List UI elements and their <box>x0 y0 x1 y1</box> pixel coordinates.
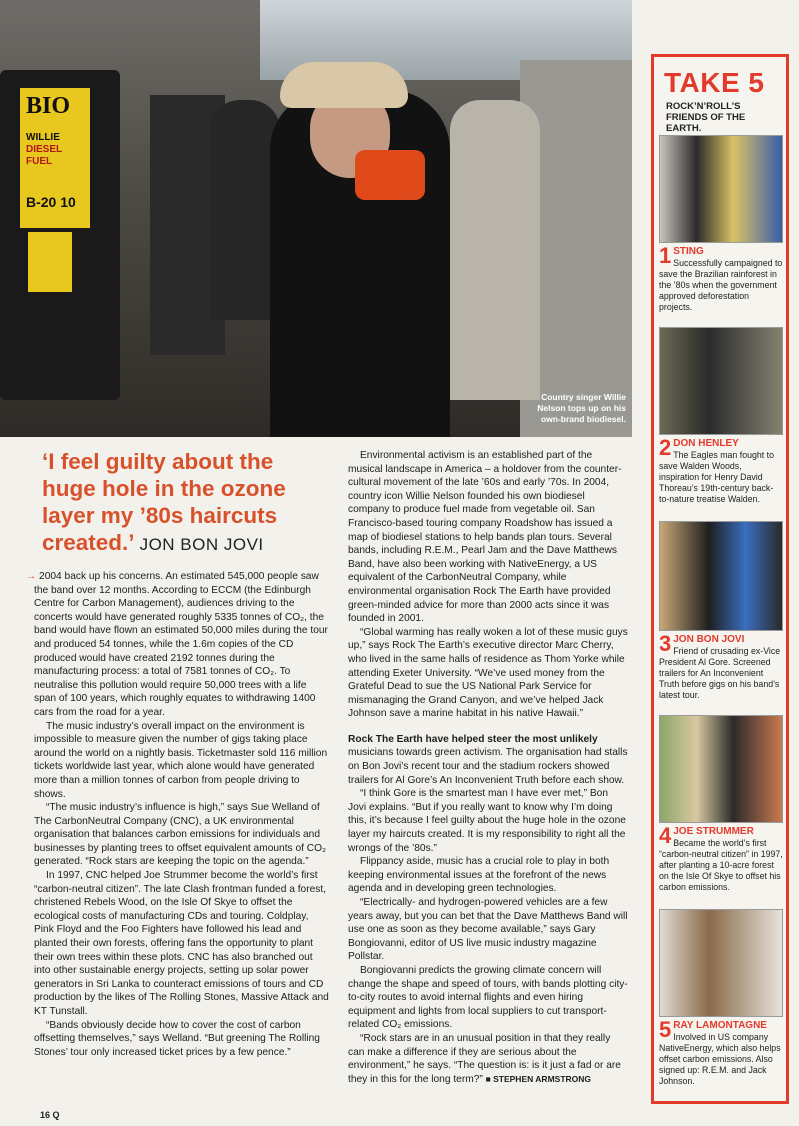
article-column-2 <box>348 449 628 1086</box>
joe-strummer-photo <box>659 715 783 823</box>
background-person-2 <box>450 100 540 400</box>
sidebar-entry <box>659 715 783 893</box>
entry-description: Became the world’s first “carbon-neutral citizen” in 1997, after planting a 10-acre forest on the Isle Of Skye to offset his carbon emissions. <box>659 838 783 892</box>
sign-grade: B-20 10 <box>26 194 76 210</box>
pull-quote-text: ‘I feel guilty about the huge hole in the ozone layer my ’80s haircuts created.’ <box>42 449 286 555</box>
article-subhead-paragraph: Rock The Earth have helped steer the most unlikely musicians towards green activism. The organisation had stalls on Bon Jovi’s recent tour and the stadium rockers showed trailers for Al Gore’s An Inconvenient Truth before each show. <box>348 733 628 786</box>
article-paragraph: In 1997, CNC helped Joe Strummer become the world’s first “carbon-neutral citizen”. The late Clash frontman funded a forest, christened Rebels Wood, on the Isle Of Skye to offset the ecological costs of manufacturing CDs and touring. Coldplay, Pink Floyd and the Foo Fighters have followed his lead and planted their own forests, offering fans the opportunity to plant their own trees within these plots. CNC has also branched out into other sustainable energy projects, setting up solar power generators in Sri Lanka to counteract emissions of tours and CD production by the likes of The Rolling Stones, Massive Attack and KT Tunstall. <box>34 870 329 1017</box>
sign-willie: WILLIE <box>26 132 60 143</box>
page-number: 16 Q <box>40 1110 60 1120</box>
sidebar-title: TAKE 5 <box>664 67 765 98</box>
article-paragraph: → 2004 back up his concerns. An estimated 545,000 people saw the band over 12 months. According to ECCM (the Edinburgh Centre for Carbon Management), audiences driving to the concerts would have generated roughly 5335 tonnes of CO₂, the band would have flown an estimated 50,000 miles during the tour and produced 54 tonnes, while the 1.6m copies of the CD produced would have created 2192 tonnes during the manufacturing process: a total of 7581 tonnes of CO₂. To neutralise this pollution would require 50,000 trees with a life span of 100 years, which roughly equates to withdrawing 1400 cars from the road for a year. <box>26 571 328 718</box>
entry-number: 2 <box>659 435 672 460</box>
entry-description: Successfully campaigned to save the Brazilian rainforest in the ’80s when the government approved deforestation projects. <box>659 258 783 312</box>
article-paragraph: Flippancy aside, music has a crucial role to play in both keeping environmental issues at the forefront of the news agenda and in developing green technologies. <box>348 856 610 895</box>
sidebar-entry <box>659 909 783 1087</box>
entry-description: Involved in US company NativeEnergy, which also helps offset carbon emissions. Also signed up: R.E.M. and Jack Johnson. <box>659 1032 781 1086</box>
sidebar-entry <box>659 521 783 701</box>
cowboy-hat <box>280 62 408 108</box>
sidebar-subtitle: ROCK’N’ROLL’S FRIENDS OF THE EARTH. <box>666 101 746 134</box>
sign-diesel: DIESEL FUEL <box>26 144 62 167</box>
sting-photo <box>659 135 783 243</box>
fuel-nozzle <box>355 150 425 200</box>
pull-quote-attribution: JON BON JOVI <box>139 535 264 554</box>
entry-number: 5 <box>659 1017 672 1042</box>
sign-bio: BIO <box>26 93 71 119</box>
article-paragraph: The music industry’s overall impact on the environment is impossible to measure given the number of gigs taking place around the world on a nightly basis. Ticketmaster sold 116 million tickets worldwide last year, which alone would have generated more than a million tonnes of carbon from people driving to shows. <box>34 720 328 800</box>
hero-photo <box>0 0 632 437</box>
entry-number: 3 <box>659 631 672 656</box>
biodiesel-sign <box>20 88 90 228</box>
article-paragraph: “Bands obviously decide how to cover the cost of carbon offsetting themselves,” says Welland. “But greening The Rolling Stones’ tour only increased ticket prices by a few pence.” <box>34 1019 320 1058</box>
article-subhead: Rock The Earth have helped steer the most unlikely <box>348 733 598 745</box>
article-paragraph: “Rock stars are in an unusual position in that they really can make a difference if they are serious about the environment,” he says. “The question is: is it just a fad or are they in this for the long term?” ■ STEPHEN ARMSTRONG <box>348 1032 621 1085</box>
photo-caption: Country singer Willie Nelson tops up on his own-brand biodiesel. <box>537 392 626 424</box>
entry-description: The Eagles man fought to save Walden Woods, inspiration for Henry David Thoreau’s 19th-century back-to-nature treatise Walden. <box>659 450 774 504</box>
ray-lamontagne-photo <box>659 909 783 1017</box>
article-column-1 <box>26 570 330 1059</box>
sidebar-entry <box>659 327 783 505</box>
article-paragraph: “I think Gore is the smartest man I have ever met,” Bon Jovi explains. “But if you really want to know why I’m doing this, it’s because I feel guilty about the huge hole in the ozone layer my haircuts created. It is my responsibility to right all the wrongs of the ’80s.” <box>348 788 626 854</box>
article-paragraph: “The music industry’s influence is high,” says Sue Welland of The CarbonNeutral Company (CNC), a UK environmental organisation that balances carbon emissions for individuals and businesses by planting trees to offset equivalent amounts of CO₂ generated. “Rock stars are keeping the topic on the agenda.” <box>34 802 327 868</box>
instructions-sign <box>28 232 72 292</box>
article-paragraph: Environmental activism is an established part of the musical landscape in America – a holdover from the counter-cultural movement of the late ’60s and early ’70s. In 2004, country icon Willie Nelson founded his own biodiesel company to produce fuel made from vegetable oil. San Francisco-based touring company Roadshow has issued a map of biodiesel stations to help bands plan tours. Several bands, including R.E.M., Pearl Jam and the Dave Matthews Band, have also been working with NativeEnergy, a US equivalent of the CarbonNeutral Company, while environmental organisation Rock The Earth have provided green-minded advice for more than 2000 acts since it was founded in 2001. <box>348 450 622 625</box>
entry-name: JON BON JOVI <box>673 634 745 645</box>
entry-name: DON HENLEY <box>673 438 739 449</box>
entry-number: 4 <box>659 823 672 848</box>
byline: ■ STEPHEN ARMSTRONG <box>485 1073 592 1084</box>
jon-bon-jovi-photo <box>659 521 783 631</box>
entry-description: Friend of crusading ex-Vice President Al Gore. Screened trailers for An Inconvenient Truth before gigs on his band’s latest tour. <box>659 646 781 700</box>
pull-quote <box>42 448 332 558</box>
continuation-arrow-icon: → <box>26 571 37 582</box>
take-5-sidebar <box>651 54 789 1104</box>
entry-number: 1 <box>659 243 672 268</box>
entry-name: RAY LAMONTAGNE <box>673 1020 767 1031</box>
article-paragraph: “Global warming has really woken a lot of these music guys up,” says Rock The Earth’s executive director Marc Cherry, who lived in the same halls of residence as Thom Yorke while attending Exeter University. “We’ve used money from the Grateful Dead to sue the US National Park Service for mismanaging the Grand Canyon, and we’ve helped Jack Johnson save a marine habitat in his native Hawaii.” <box>348 626 628 720</box>
don-henley-photo <box>659 327 783 435</box>
article-paragraph: Bongiovanni predicts the growing climate concern will change the shape and speed of tours, with bands plotting city-to-city routes to avoid internal flights and even hiring equipment and lights from local suppliers to cut transport-related CO₂ emissions. <box>348 964 628 1031</box>
article-paragraph: “Electrically- and hydrogen-powered vehicles are a few years away, but you can bet that the Dave Matthews Band will use one as soon as they become available,” says Gary Bongiovanni, editor of US live music industry magazine Pollstar. <box>348 897 628 963</box>
sidebar-entry <box>659 135 783 313</box>
entry-name: STING <box>673 246 704 257</box>
entry-name: JOE STRUMMER <box>673 826 754 837</box>
